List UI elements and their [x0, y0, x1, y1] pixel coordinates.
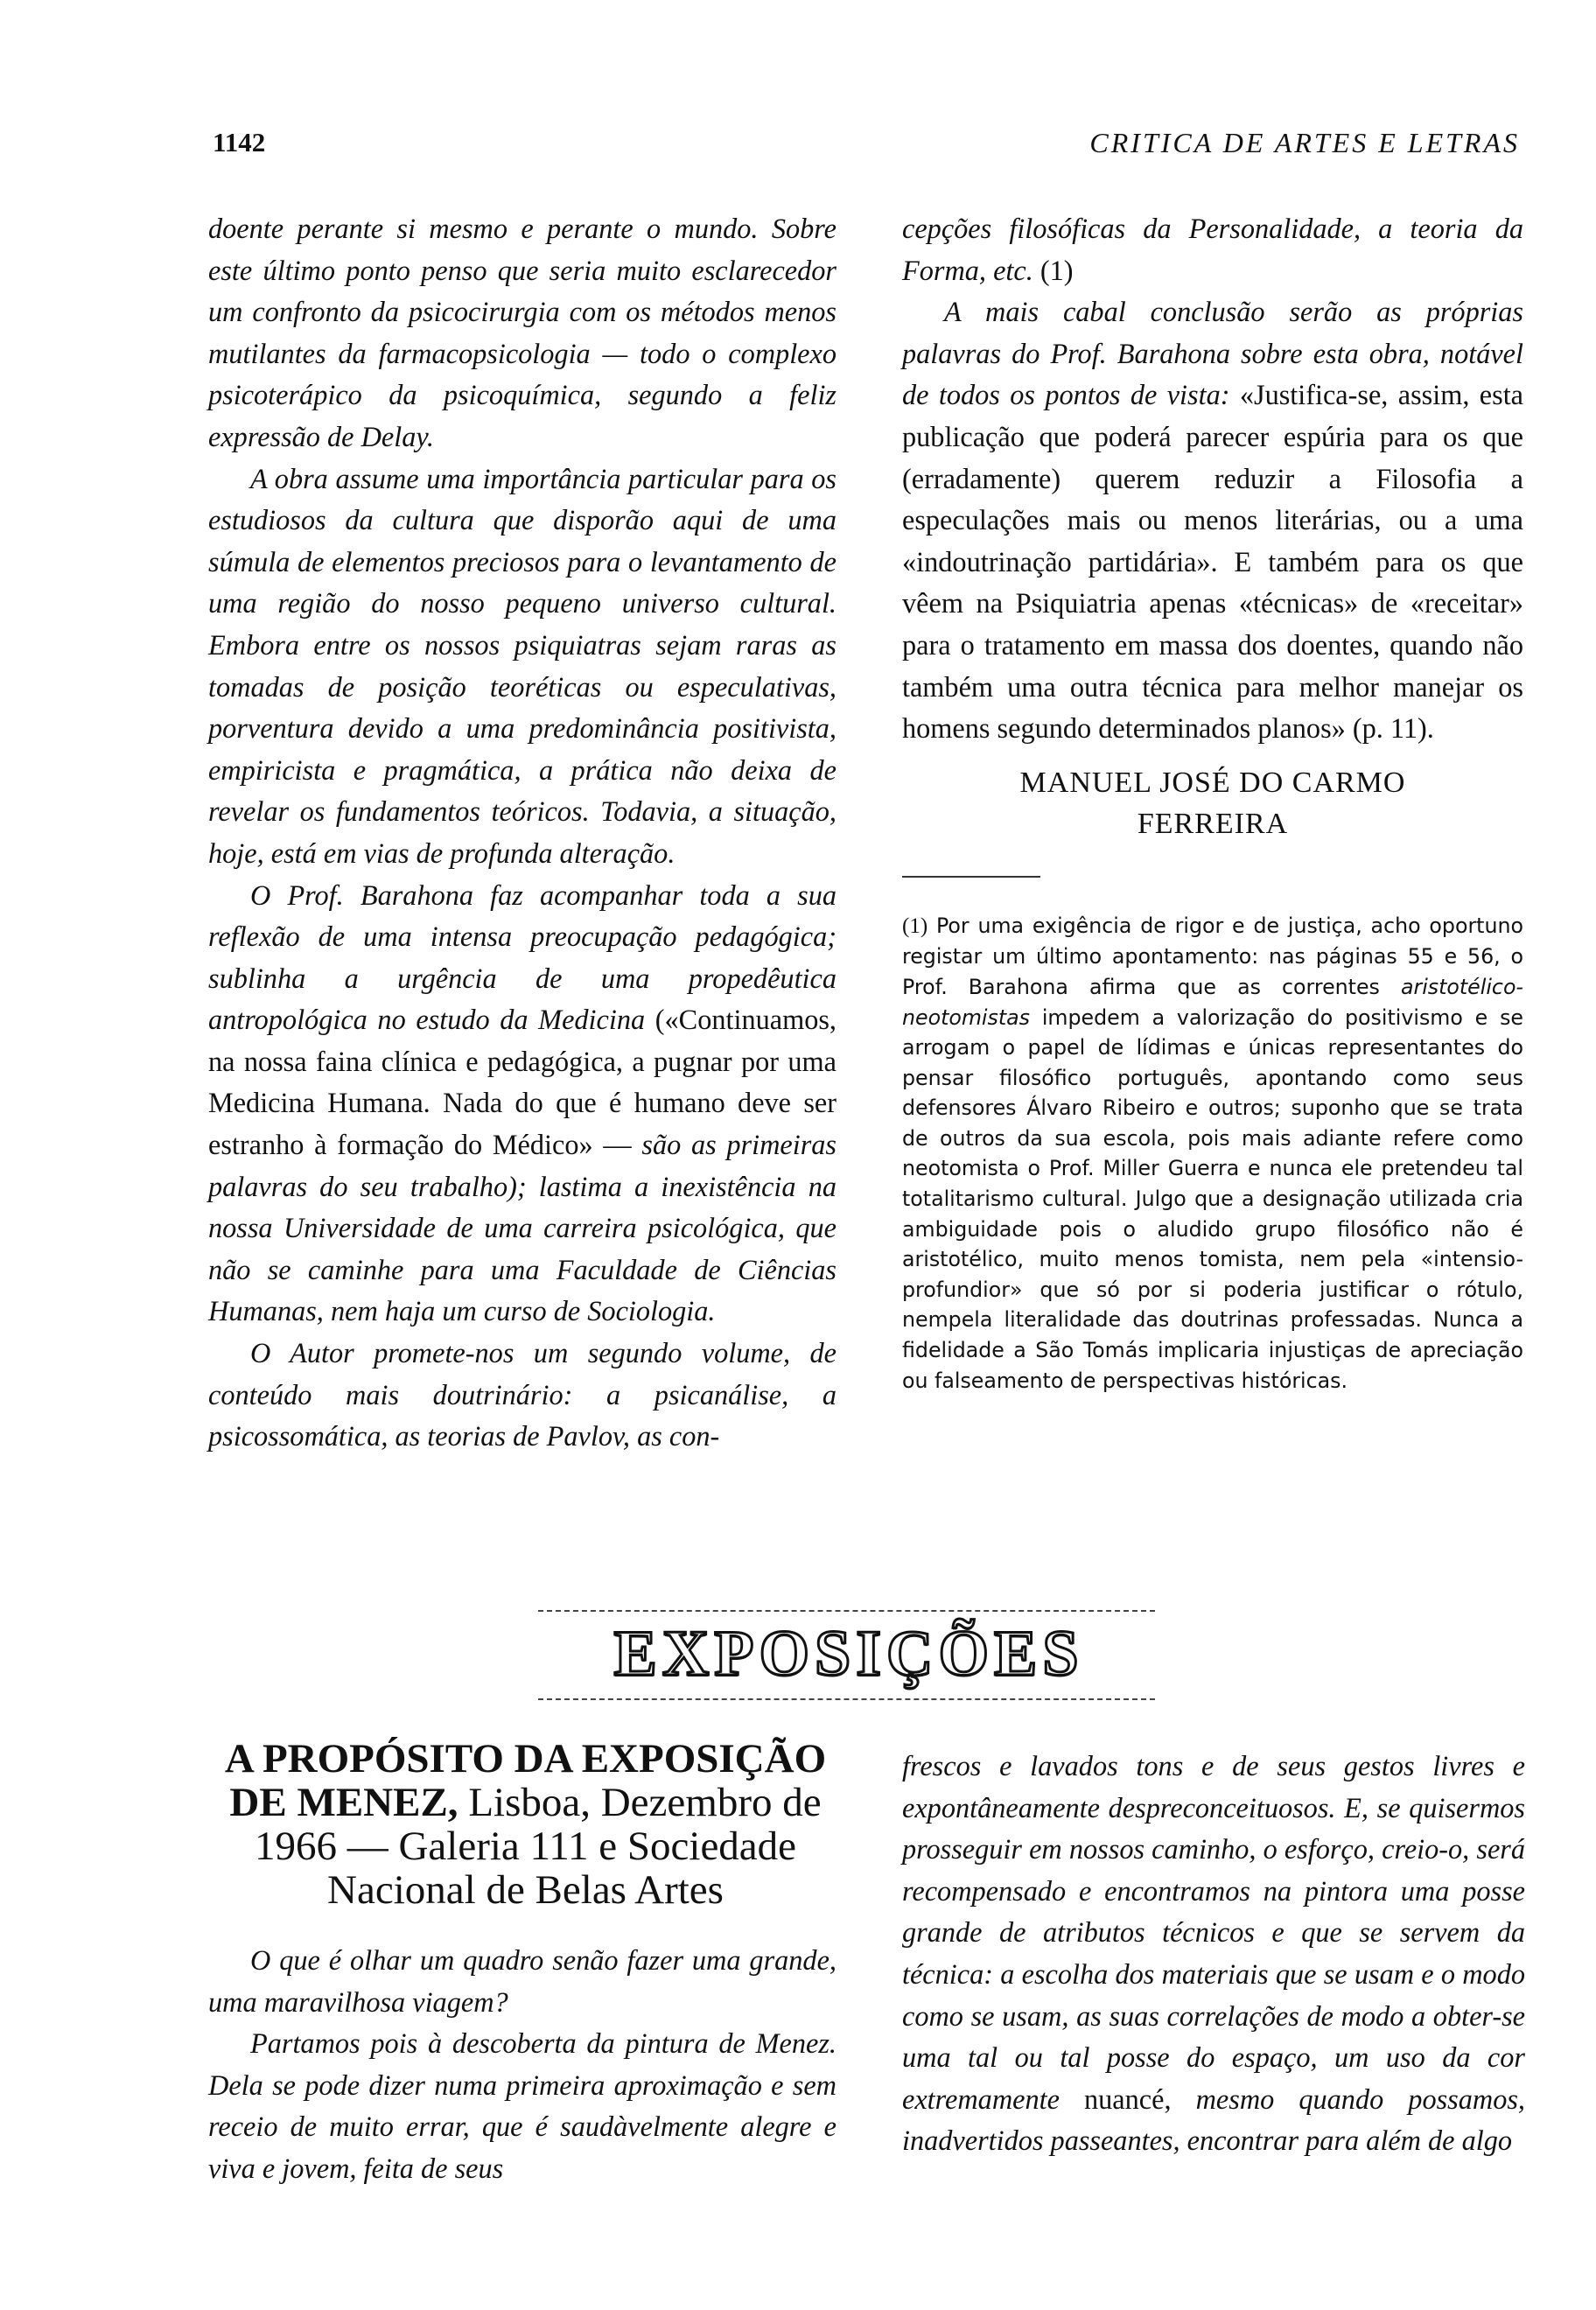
footnote-italic: aristotélico-neotomistas [902, 974, 1523, 1030]
article-title-bold: A PROPÓSITO DA EXPOSIÇÃO DE MENEZ, [224, 1736, 827, 1825]
footnote-text: impedem a valorização do positivismo e se arrogam o papel de lídimas e únicas representantes do pensar filosófico português, apontando como seus defensores Álvaro Ribeiro e outros; suponho que se trata de outros da sua escola, pois mais adiante refere como neotomista o Prof. Miller Guerra e nunca ele pretendeu tal totalitarismo cultural. Julgo que a designação utilizada cria ambiguidade pois o aludido grupo filosófico não é aristotélico, muito menos tomista, nem pela «intensio-profundior» que só por si poderia justificar o rótulo, nempela literalidade das doutrinas professadas. Nunca a fidelidade a São Tomás implicaria injustiças de apreciação ou falseamento de perspectivas históricas. [902, 1004, 1523, 1393]
footnote-divider [902, 876, 1040, 878]
paragraph: O Autor promete-nos um segundo volume, de conteúdo mais doutrinário: a psicanálise, a psicossomática, as teorias de Pavlov, as con- [208, 1337, 836, 1452]
section-rule-top [538, 1610, 1155, 1612]
paragraph-roman: nuancé, [1059, 2082, 1172, 2115]
paragraph [208, 875, 836, 1334]
page-number: 1142 [213, 127, 266, 158]
paragraph-roman: «Justifica-se, assim, esta publicação que poderá parecer espúria para os que (erradamente) querem reduzir a Filosofia a especulações mais ou menos literárias, ou a uma «indoutrinação partidária». E também para os que vêem na Psiquiatria apenas «técnicas» de «receitar» para o tratamento em massa dos doentes, quando não também uma outra técnica para melhor manejar os homens segundo determinados planos» (p. 11). [902, 379, 1523, 745]
article-title [213, 1737, 838, 1912]
paragraph-italic: cepções filosóficas da Personalidade, a teoria da Forma, etc. [902, 213, 1523, 286]
footnote [902, 911, 1523, 1396]
author-signature [902, 762, 1523, 844]
section-heading [499, 1610, 1199, 1715]
author-line: FERREIRA [1137, 807, 1289, 840]
footnote-mark: (1) [902, 914, 928, 938]
paragraph: A obra assume uma importância particular para os estudiosos da cultura que disporão aqui de uma súmula de elementos preciosos para o levantamento de uma região do nosso pequeno universo cultural. Embora entre os nossos psiquiatras sejam raras as tomadas de posição teoréticas ou especulativas, porventura devido a uma predominância positivista, empiricista e pragmática, a prática não deixa de revelar os fundamentos teóricos. Todavia, a situação, hoje, está em vias de profunda alteração. [208, 462, 836, 869]
paragraph-roman: («Continuamos, na nossa faina clínica e pedagógica, a pugnar por uma Medicina Humana. Nada do que é humano deve ser estranho à formação do Médico» — [208, 1004, 836, 1161]
footnote-ref: (1) [1032, 254, 1074, 286]
article-right-column [902, 1746, 1525, 2162]
paragraph [902, 291, 1523, 750]
paragraph: O que é olhar um quadro senão fazer uma grande, uma maravilhosa viagem? [208, 1944, 836, 2018]
review-right-column [902, 208, 1523, 1396]
paragraph-italic: frescos e lavados tons e de seus gestos livres e expontâneamente despreconceituosos. E, se quisermos prosseguir em nossos caminho, o esforço, creio-o, será recompensado e encontramos na pintora uma posse grande de atributos técnicos e que se servem da técnica: a escolha dos materiais que se usam e o modo como se usam, as suas correlações de modo a obter-se uma tal ou tal posse do espaço, um uso da cor extremamente [902, 1750, 1525, 2115]
footnote-text: Por uma exigência de rigor e de justiça, acho oportuno registar um último apontamento: nas páginas 55 e 56, o Prof. Barahona afirma que as correntes [902, 913, 1523, 999]
paragraph: doente perante si mesmo e perante o mundo. Sobre este último ponto penso que seria muito esclarecedor um confronto da psicocirurgia com os métodos menos mutilantes da farmacopsicologia — todo o complexo psicoterápico da psicoquímica, segundo a feliz expressão de Delay. [208, 213, 836, 452]
paragraph-italic: mesmo quando possamos, inadvertidos passeantes, encontrar para além de algo [902, 2082, 1525, 2157]
paragraph-italic: são as primeiras palavras do seu trabalho); lastima a inexistência na nossa Universidade de uma carreira psicológica, que não se caminhe para uma Faculdade de Ciências Humanas, nem haja um curso de Sociologia. [208, 1129, 836, 1327]
section-rule-bottom [538, 1698, 1155, 1700]
paragraph [902, 208, 1523, 291]
paragraph-italic: O Prof. Barahona faz acompanhar toda a sua reflexão de uma intensa preocupação pedagógica; sublinha a urgência de uma propedêutica antropológica no estudo da Medicina [208, 878, 836, 1036]
article-title-rest: Lisboa, Dezembro de 1966 — Galeria 111 e Sociedade Nacional de Belas Artes [254, 1780, 822, 1913]
article-left-column [208, 1940, 836, 2190]
running-head: CRITICA DE ARTES E LETRAS [1089, 127, 1520, 158]
author-line: MANUEL JOSÉ DO CARMO [1019, 766, 1406, 799]
section-title: EXPOSIÇÕES [613, 1618, 1084, 1690]
paragraph: Partamos pois à descoberta da pintura de Menez. Dela se pode dizer numa primeira aproximação e sem receio de muito errar, que é saudàvelmente alegre e viva e jovem, feita de seus [208, 2027, 836, 2184]
paragraph-italic: A mais cabal conclusão serão as próprias palavras do Prof. Barahona sobre esta obra, notável de todos os pontos de vista: [902, 296, 1523, 411]
review-left-column [208, 208, 836, 1458]
paragraph [902, 1746, 1525, 2162]
